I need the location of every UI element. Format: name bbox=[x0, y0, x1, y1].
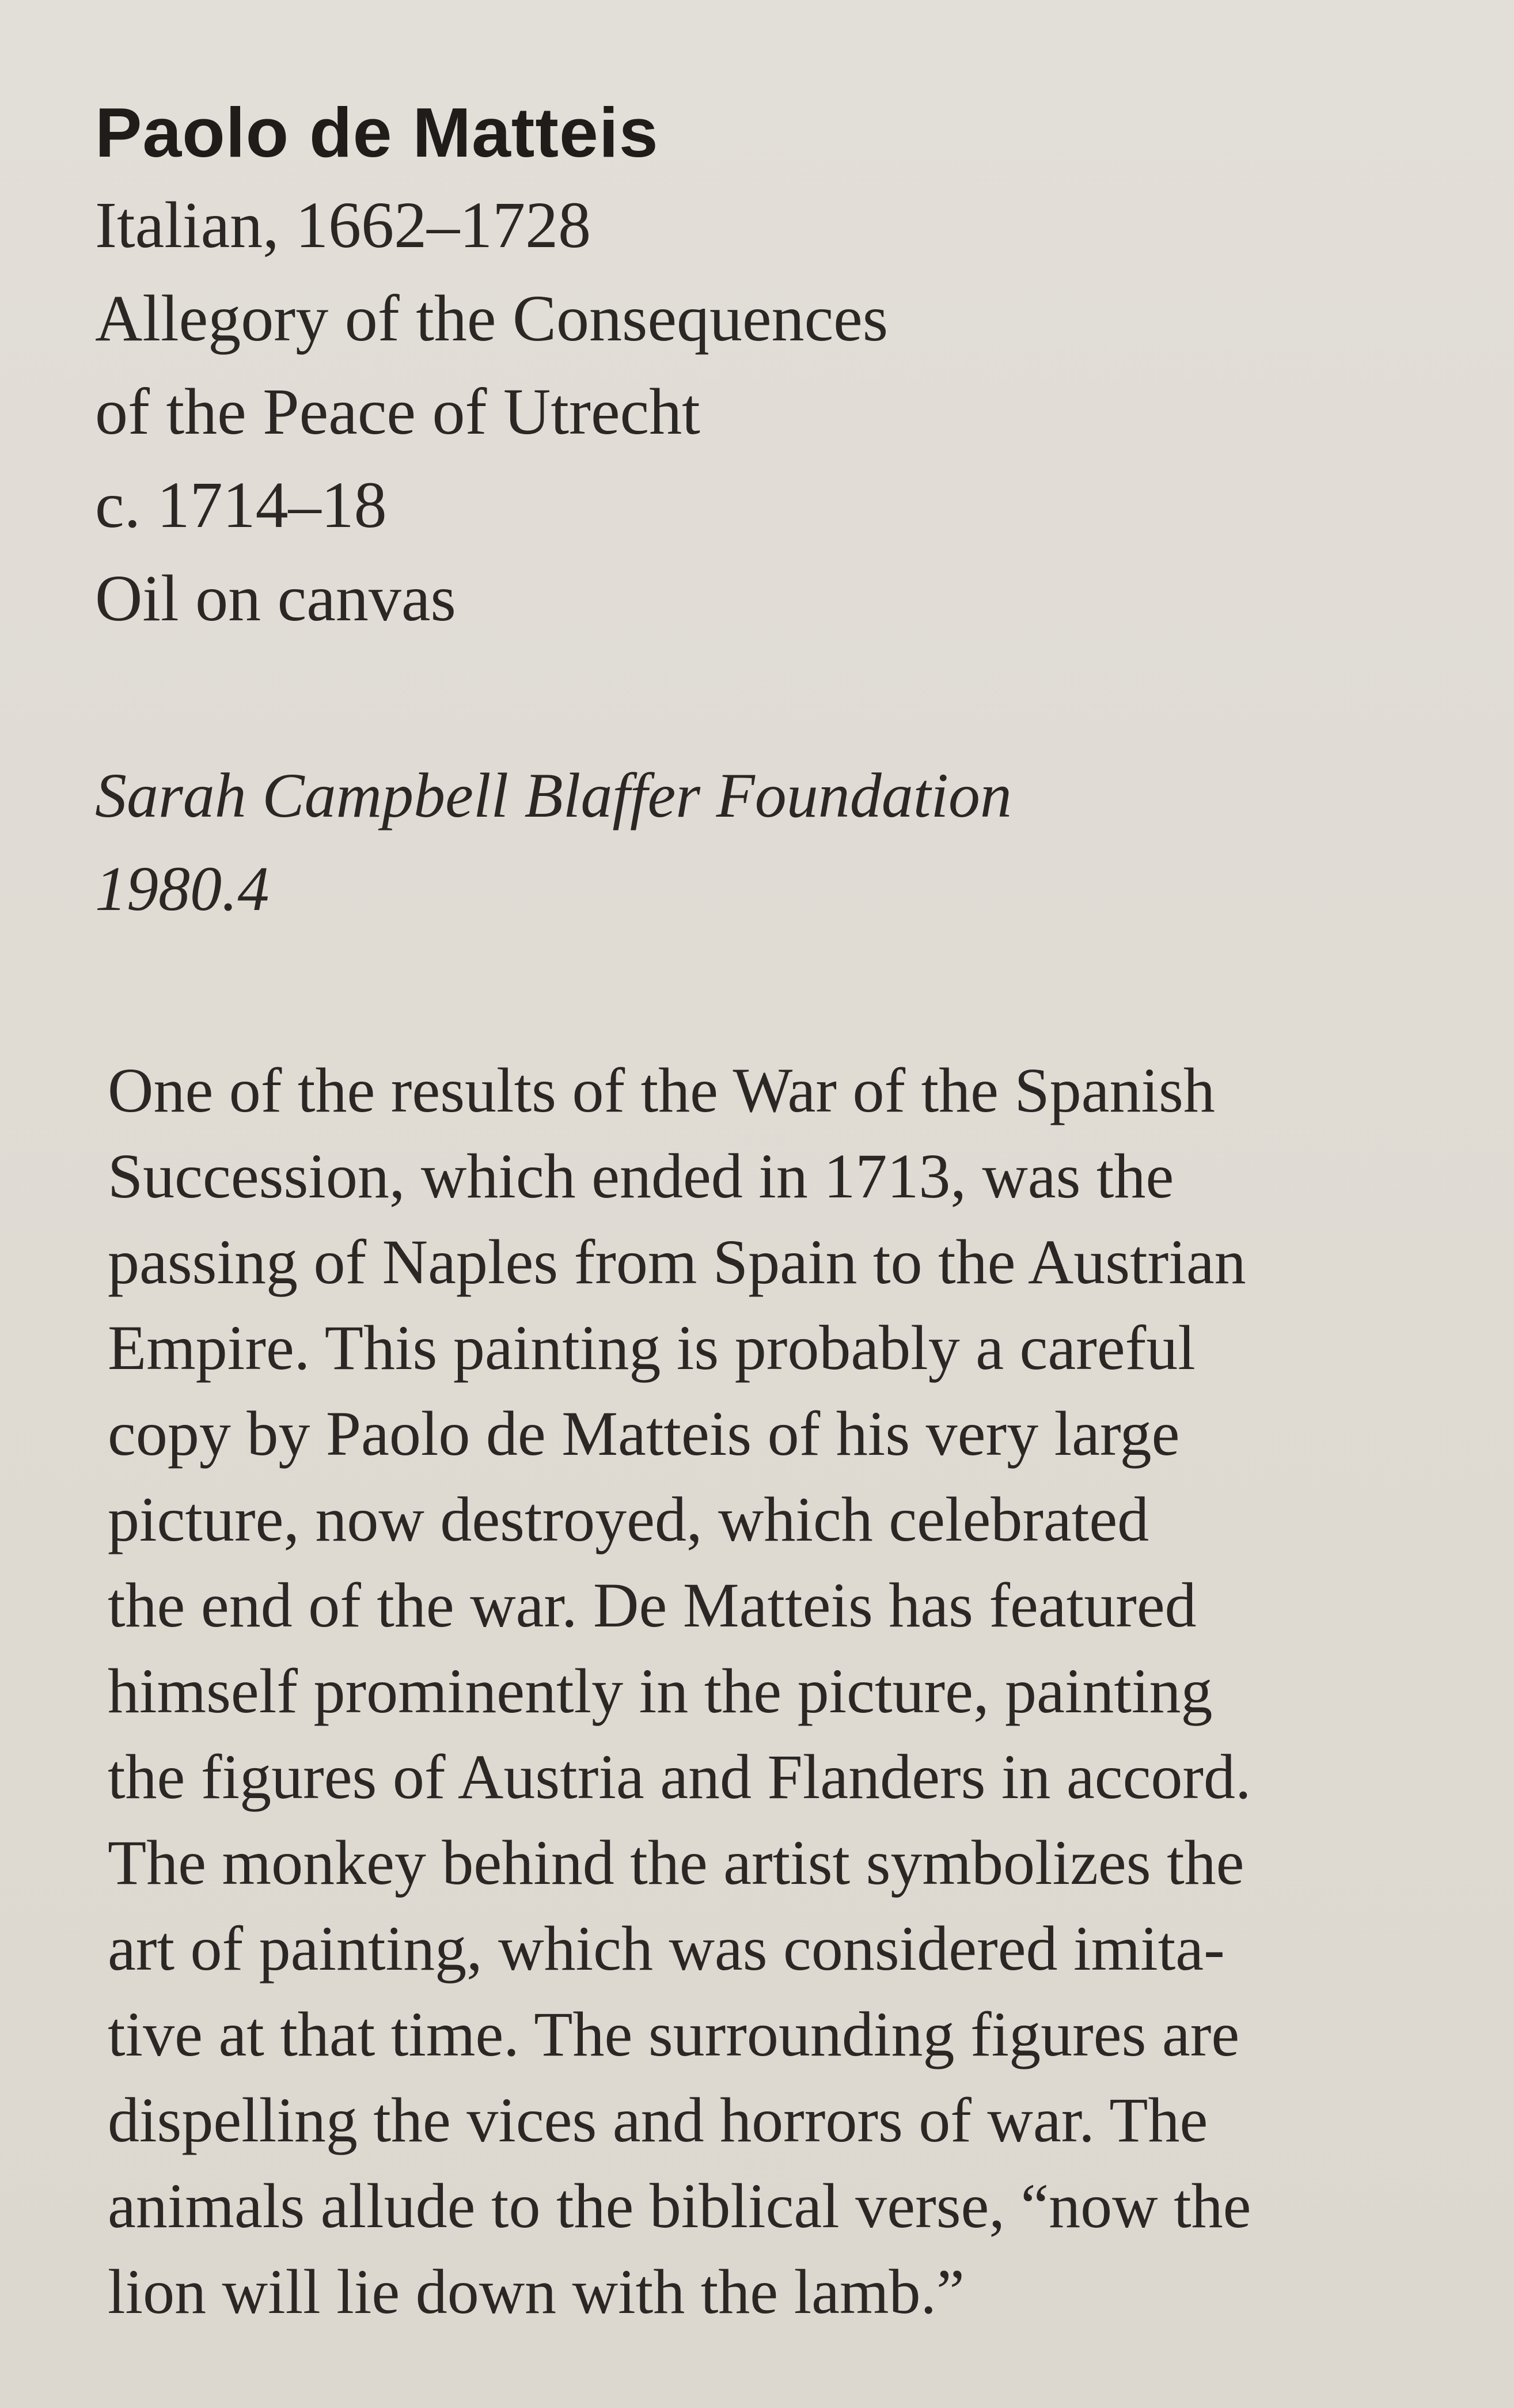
description-line: himself prominently in the picture, painting bbox=[108, 1656, 1213, 1726]
description-line: lion will lie down with the lamb.” bbox=[108, 2257, 965, 2327]
description-line: The monkey behind the artist symbolizes the bbox=[108, 1827, 1244, 1898]
accession-number: 1980.4 bbox=[95, 854, 270, 924]
description-line: animals allude to the biblical verse, “now the bbox=[108, 2171, 1251, 2241]
description-line: Empire. This painting is probably a careful bbox=[108, 1313, 1196, 1383]
description-line: the end of the war. De Matteis has featured bbox=[108, 1570, 1197, 1640]
description-paragraph bbox=[95, 1048, 1466, 2335]
museum-label bbox=[95, 86, 1466, 2335]
description-line: picture, now destroyed, which celebrated bbox=[108, 1484, 1149, 1554]
description-line: the figures of Austria and Flanders in accord. bbox=[108, 1742, 1251, 1812]
artist-nationality-dates: Italian, 1662–1728 bbox=[95, 188, 591, 261]
description-line: art of painting, which was considered imita- bbox=[108, 1913, 1225, 1984]
description-line: passing of Naples from Spain to the Austrian bbox=[108, 1227, 1246, 1297]
credit-line: Sarah Campbell Blaffer Foundation bbox=[95, 760, 1012, 831]
artwork-title-line-2: of the Peace of Utrecht bbox=[95, 375, 700, 448]
description-line: tive at that time. The surrounding figures are bbox=[108, 1999, 1240, 2069]
artist-name: Paolo de Matteis bbox=[95, 93, 659, 172]
artwork-date: c. 1714–18 bbox=[95, 468, 387, 541]
description-line: One of the results of the War of the Spanish bbox=[108, 1055, 1215, 1125]
description-line: Succession, which ended in 1713, was the bbox=[108, 1141, 1174, 1211]
artwork-medium: Oil on canvas bbox=[95, 562, 456, 635]
description-line: dispelling the vices and horrors of war. The bbox=[108, 2085, 1208, 2155]
description-line: copy by Paolo de Matteis of his very large bbox=[108, 1398, 1180, 1469]
artwork-title-line-1: Allegory of the Consequences bbox=[95, 282, 889, 355]
